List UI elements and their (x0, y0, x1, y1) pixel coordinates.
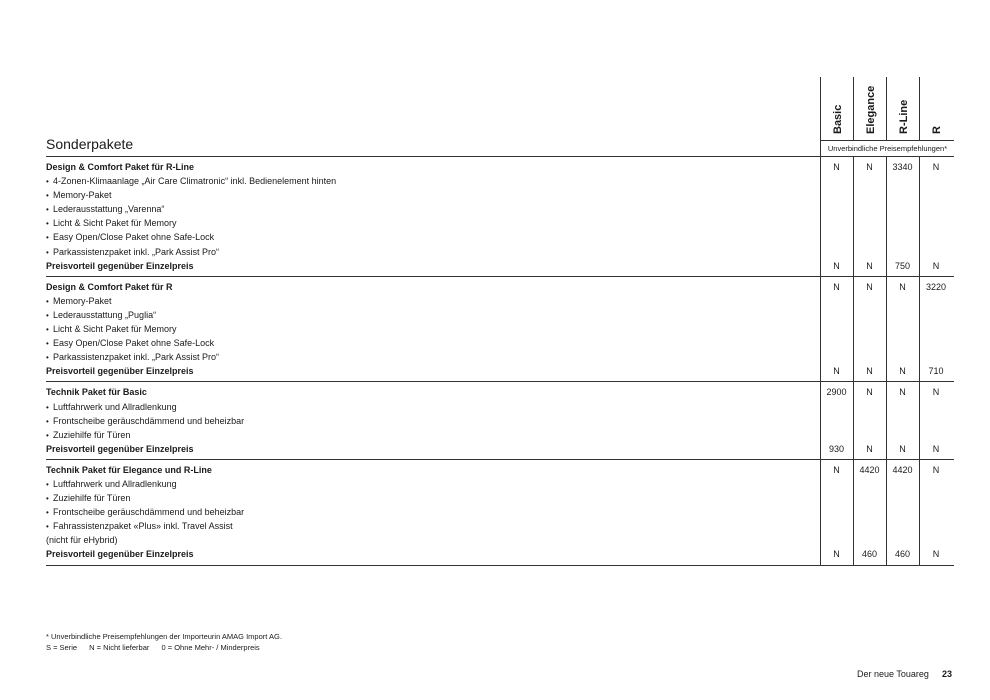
package-name-text: Design & Comfort Paket für R-Line (46, 162, 195, 172)
package-item-text: • Frontscheibe geräuschdämmend und beheizbar (46, 414, 244, 429)
package-name-text: Technik Paket für Basic (46, 387, 147, 398)
package-item (46, 400, 954, 414)
price-cell: N (833, 549, 840, 560)
footnote: * Unverbindliche Preisempfehlungen der Importeurin AMAG Import AG. (46, 632, 282, 641)
package-item (46, 202, 954, 216)
price-cell: 4420 (859, 464, 880, 475)
package-name (46, 463, 954, 477)
advantage-row (46, 442, 954, 456)
price-cell: N (932, 464, 940, 475)
package-item (46, 245, 954, 259)
price-cell: N (866, 443, 873, 454)
package-item-text: • Easy Open/Close Paket ohne Safe-Lock (46, 230, 214, 245)
advantage-row-text: Preisvorteil gegenüber Einzelpreis (46, 549, 194, 560)
price-cell: N (899, 366, 906, 377)
price-cell: N (866, 281, 873, 292)
price-cell: N (899, 443, 906, 454)
package-item (46, 519, 954, 533)
price-cell: N (833, 366, 840, 377)
price-cell: N (932, 387, 940, 398)
price-cell: 2900 (826, 387, 847, 398)
package-item (46, 491, 954, 505)
package-name (46, 385, 954, 399)
package-item-text: • Fahrassistenzpaket «Plus» inkl. Travel Assist (46, 519, 233, 534)
legend-item: N = Nicht lieferbar (89, 643, 150, 652)
package-item-text: • Frontscheibe geräuschdämmend und beheizbar (46, 505, 244, 520)
advantage-row (46, 547, 954, 561)
package-item (46, 216, 954, 230)
package-item-text: • Lederausstattung „Varenna“ (46, 202, 164, 217)
price-cell: 710 (928, 366, 944, 377)
package-item-text: • Luftfahrwerk und Allradlenkung (46, 400, 177, 415)
column-header-r-line (886, 77, 920, 140)
column-label: R (931, 126, 943, 134)
package-note-text: (nicht für eHybrid) (46, 535, 118, 546)
column-label: Basic (831, 104, 844, 134)
package-name-text: Technik Paket für Elegance und R-Line (46, 464, 212, 475)
package-item-text: • Lederausstattung „Puglia“ (46, 308, 156, 323)
package-item-text: • 4-Zonen-Klimaanlage „Air Care Climatronic“ inkl. Bedienelement hinten (46, 174, 336, 189)
price-cell: N (899, 387, 906, 398)
advantage-row (46, 259, 954, 273)
package-item (46, 414, 954, 428)
footer-title: Der neue Touareg (857, 669, 929, 679)
price-cell: 3220 (925, 281, 947, 292)
advantage-row (46, 364, 954, 378)
package-item-text: • Easy Open/Close Paket ohne Safe-Lock (46, 336, 214, 351)
package-item-text: • Parkassistenzpaket inkl. „Park Assist Pro“ (46, 350, 219, 365)
column-label: R-Line (897, 99, 910, 134)
price-cell: 3340 (892, 162, 913, 172)
column-label: Elegance (864, 85, 877, 134)
trim-column-headers (820, 77, 954, 140)
package-group (46, 157, 954, 277)
package-table (46, 157, 954, 566)
price-cell: N (866, 162, 873, 172)
price-cell: 460 (861, 549, 878, 560)
package-item (46, 188, 954, 202)
legend (46, 643, 270, 652)
package-name-text: Design & Comfort Paket für R (46, 281, 173, 292)
legend-item: S = Serie (46, 643, 78, 652)
package-group (46, 382, 954, 459)
price-cell: N (866, 260, 873, 271)
package-item (46, 174, 954, 188)
package-item-text: • Zuziehilfe für Türen (46, 491, 130, 506)
price-cell: 4420 (892, 464, 913, 475)
price-cell: N (833, 281, 840, 292)
package-item-text: • Zuziehilfe für Türen (46, 428, 130, 443)
price-cell: 930 (828, 443, 845, 454)
package-item-text: • Licht & Sicht Paket für Memory (46, 216, 177, 231)
price-cell: 750 (894, 260, 911, 271)
price-cell: N (899, 281, 906, 292)
price-cell: N (866, 366, 873, 377)
price-cell: N (932, 443, 940, 454)
price-note: Unverbindliche Preisempfehlungen* (820, 140, 954, 156)
price-cell: 460 (894, 549, 911, 560)
price-cell: N (932, 549, 940, 560)
package-item-text: • Memory-Paket (46, 294, 112, 309)
package-item (46, 336, 954, 350)
package-name (46, 280, 954, 294)
advantage-row-text: Preisvorteil gegenüber Einzelpreis (46, 443, 194, 454)
package-item-text: • Parkassistenzpaket inkl. „Park Assist Pro“ (46, 245, 219, 260)
package-item (46, 428, 954, 442)
package-item (46, 505, 954, 519)
price-cell: N (833, 162, 840, 172)
advantage-row-text: Preisvorteil gegenüber Einzelpreis (46, 260, 194, 271)
legend-item: 0 = Ohne Mehr- / Minderpreis (161, 643, 260, 652)
package-item (46, 308, 954, 322)
package-item-text: • Memory-Paket (46, 188, 112, 203)
price-cell: N (833, 464, 840, 475)
price-cell: N (833, 260, 840, 271)
package-group (46, 460, 954, 566)
column-header-r (919, 77, 954, 140)
page-number: 23 (942, 669, 953, 679)
package-item (46, 322, 954, 336)
column-header-basic (820, 77, 854, 140)
package-item (46, 477, 954, 491)
package-item (46, 350, 954, 364)
package-item (46, 294, 954, 308)
package-note (46, 533, 954, 547)
price-cell: N (932, 162, 940, 172)
price-cell: N (932, 260, 940, 271)
column-header-elegance (853, 77, 887, 140)
advantage-row-text: Preisvorteil gegenüber Einzelpreis (46, 366, 194, 377)
package-group (46, 277, 954, 383)
price-cell: N (866, 387, 873, 398)
section-title: Sonderpakete (46, 136, 134, 152)
package-item-text: • Licht & Sicht Paket für Memory (46, 322, 177, 337)
package-item (46, 230, 954, 244)
package-item-text: • Luftfahrwerk und Allradlenkung (46, 477, 177, 492)
package-name (46, 160, 954, 174)
